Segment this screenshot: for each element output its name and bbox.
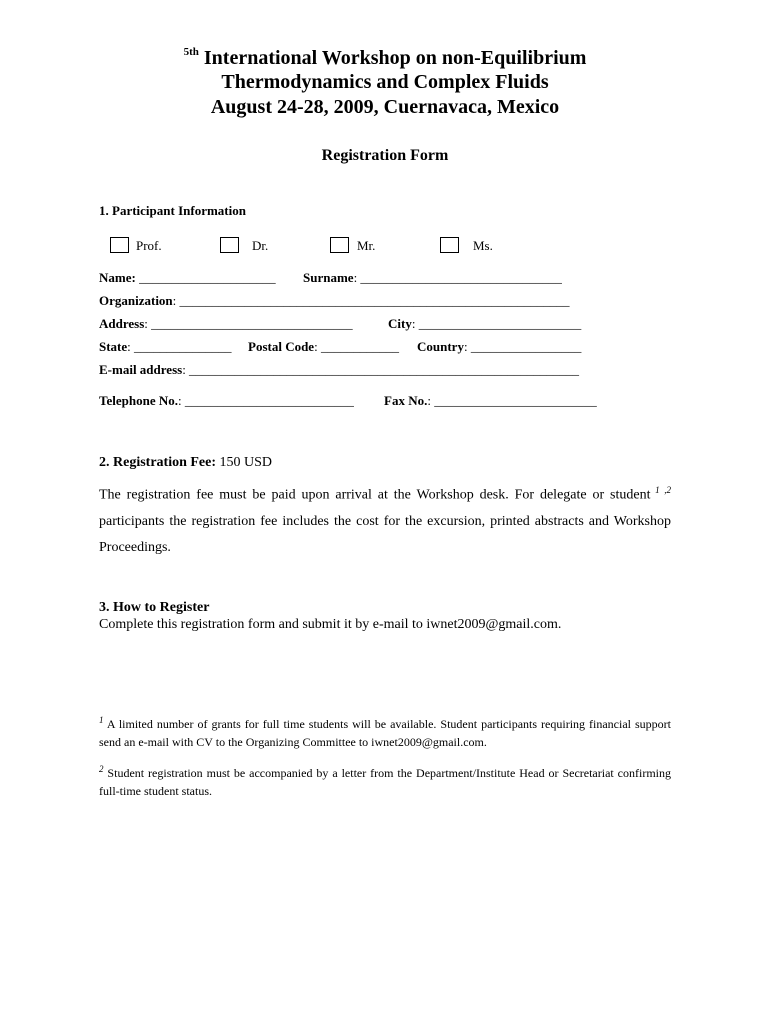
section-participant-heading: 1. Participant Information [99, 203, 246, 218]
address-field[interactable]: : _______________________________ [144, 316, 353, 331]
edition-superscript: 5th [183, 46, 199, 58]
checkbox-ms[interactable] [440, 237, 459, 253]
telephone-label: Telephone No. [99, 393, 178, 408]
country-row [417, 339, 581, 355]
fax-row [384, 393, 597, 409]
telephone-field[interactable]: : __________________________ [177, 393, 354, 408]
address-row [99, 316, 353, 332]
fee-paragraph [99, 477, 671, 561]
footnote-1 [99, 711, 671, 751]
country-label: Country [417, 339, 464, 354]
telephone-row [99, 393, 354, 409]
footnote-2-text: Student registration must be accompanied by a letter from the Department/Institute Head or Secretariat confirming full-time student status. [99, 766, 671, 798]
state-label: State [99, 339, 128, 354]
surname-field[interactable]: : _______________________________ [353, 270, 562, 285]
surname-row [303, 270, 562, 286]
name-row [99, 270, 276, 286]
address-label: Address [99, 316, 145, 331]
state-field[interactable]: : _______________ [127, 339, 232, 354]
fee-paragraph-text-1: The registration fee must be paid upon arrival at the Workshop desk. For delegate or student [99, 487, 651, 503]
form-title: Registration Form [321, 147, 449, 164]
footnote-2-mark: 2 [99, 764, 104, 774]
organization-field[interactable]: : ____________________________________________________________ [172, 293, 570, 308]
city-row [388, 316, 581, 332]
name-field[interactable]: _____________________ [135, 270, 276, 285]
section-fee-heading-row [99, 455, 272, 471]
checkbox-dr[interactable] [220, 237, 239, 253]
workshop-title-text: International Workshop on non-Equilibrium [203, 47, 587, 69]
surname-label: Surname [303, 270, 354, 285]
register-instructions: Complete this registration form and submit it by e-mail to iwnet2009@gmail.com. [99, 617, 562, 632]
section-fee-heading: 2. Registration Fee: [99, 455, 217, 470]
checkbox-label-ms: Ms. [473, 238, 493, 253]
checkbox-label-mr: Mr. [357, 238, 376, 253]
state-row [99, 339, 232, 355]
checkbox-label-prof: Prof. [136, 238, 162, 253]
workshop-title-line-2: Thermodynamics and Complex Fluids [221, 71, 549, 93]
postal-row [248, 339, 399, 355]
postal-code-field[interactable]: : ____________ [314, 339, 399, 354]
fee-paragraph-text-2: participants the registration fee includes the cost for the excursion, printed abstracts and Workshop Proceedings. [99, 513, 671, 555]
organization-label: Organization [99, 293, 173, 308]
city-field[interactable]: : _________________________ [411, 316, 582, 331]
email-row [99, 362, 579, 378]
checkbox-label-dr: Dr. [252, 238, 269, 253]
fee-amount: 150 USD [216, 455, 273, 470]
footnote-1-mark: 1 [99, 715, 104, 725]
section-register-heading: 3. How to Register [99, 600, 210, 615]
city-label: City [388, 316, 412, 331]
fax-label: Fax No. [384, 393, 428, 408]
email-label: E-mail address [99, 362, 183, 377]
workshop-date-location: August 24-28, 2009, Cuernavaca, Mexico [210, 96, 560, 118]
checkbox-prof[interactable] [110, 237, 129, 253]
footnote-1-text: A limited number of grants for full time students will be available. Student participants requiring financial support send an e-mail with CV to the Organizing Committee to iwnet2009@gmail.com. [99, 717, 671, 749]
postal-code-label: Postal Code [248, 339, 315, 354]
country-field[interactable]: : _________________ [463, 339, 582, 354]
checkbox-mr[interactable] [330, 237, 349, 253]
fax-field[interactable]: : _________________________ [427, 393, 597, 408]
email-field[interactable]: : ____________________________________________________________ [182, 362, 580, 377]
name-label: Name: [99, 270, 136, 285]
workshop-title-line-1 [0, 46, 770, 70]
footnote-2 [99, 760, 671, 800]
organization-row [99, 293, 570, 309]
footnote-reference: 1 ,2 [650, 485, 672, 495]
